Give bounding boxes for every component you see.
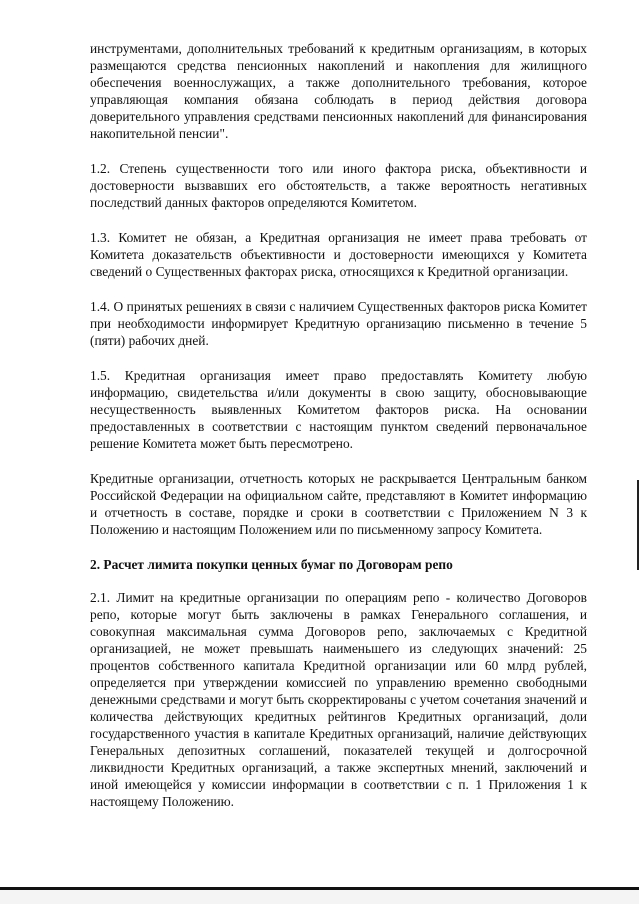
paragraph-1-2: 1.2. Степень существенности того или иного фактора риска, объективности и достоверности вызвавших его обстоятельств, а также вероятность негативных последствий данных факторов определяются Комитетом.: [90, 161, 587, 210]
paragraph-continuation: инструментами, дополнительных требований к кредитным организациям, в которых размещаются средства пенсионных накоплений и накопления для жилищного обеспечения военнослужащих, а также дополнительного требования, которое управляющая компания обязана соблюдать в период действия договора доверительного управления средствами пенсионных накоплений для финансирования накопительной пенсии".: [90, 41, 587, 141]
paragraph-1-5: 1.5. Кредитная организация имеет право предоставлять Комитету любую информацию, свидетельства и/или документы в свою защиту, обосновывающие несущественность выявленных Комитетом факторов риска. На основании предоставленных в соответствии с настоящим пунктом сведений первоначальное решение Комитета может быть пересмотрено.: [90, 368, 587, 451]
paragraph-1-3: 1.3. Комитет не обязан, а Кредитная организация не имеет права требовать от Комитета доказательств объективности и достоверности имеющихся у Комитета сведений о Существенных факторах риска, относящихся к Кредитной организации.: [90, 230, 587, 279]
document-body: [90, 40, 587, 828]
paragraph-2-1: 2.1. Лимит на кредитные организации по операциям репо - количество Договоров репо, которые могут быть заключены в рамках Генерального соглашения, и совокупная максимальная сумма Договоров репо, заключаемых с Кредитной организацией, не может превышать наименьшего из следующих значений: 25 процентов собственного капитала Кредитной организации или 60 млрд рублей, определяется при утверждении комиссией по управлению временно свободными денежными средствами и могут быть скорректированы с учетом сочетания значений и количества действующих кредитных рейтингов Кредитных организаций, доли государственного участия в капитале Кредитных организаций, наличие действующих Генеральных депозитных соглашений, показателей текущей и долгосрочной ликвидности Кредитных организаций, а также экспертных мнений, заключений и иной имеющейся у комиссии информации в соответствии с п. 1 Приложения 1 к настоящему Положению.: [90, 590, 587, 809]
paragraph-reporting: Кредитные организации, отчетность которых не раскрывается Центральным банком Российской Федерации на официальном сайте, представляют в Комитет информацию и отчетность в составе, порядке и сроки в соответствии с Приложением N 3 к Положению и настоящим Положением или по письменному запросу Комитета.: [90, 471, 587, 537]
paragraph-1-4: 1.4. О принятых решениях в связи с наличием Существенных факторов риска Комитет при необходимости информирует Кредитную организацию письменно в течение 5 (пяти) рабочих дней.: [90, 299, 587, 348]
section-heading: 2. Расчет лимита покупки ценных бумаг по Договорам репо: [90, 557, 453, 572]
scan-bottom-margin: [0, 890, 639, 904]
